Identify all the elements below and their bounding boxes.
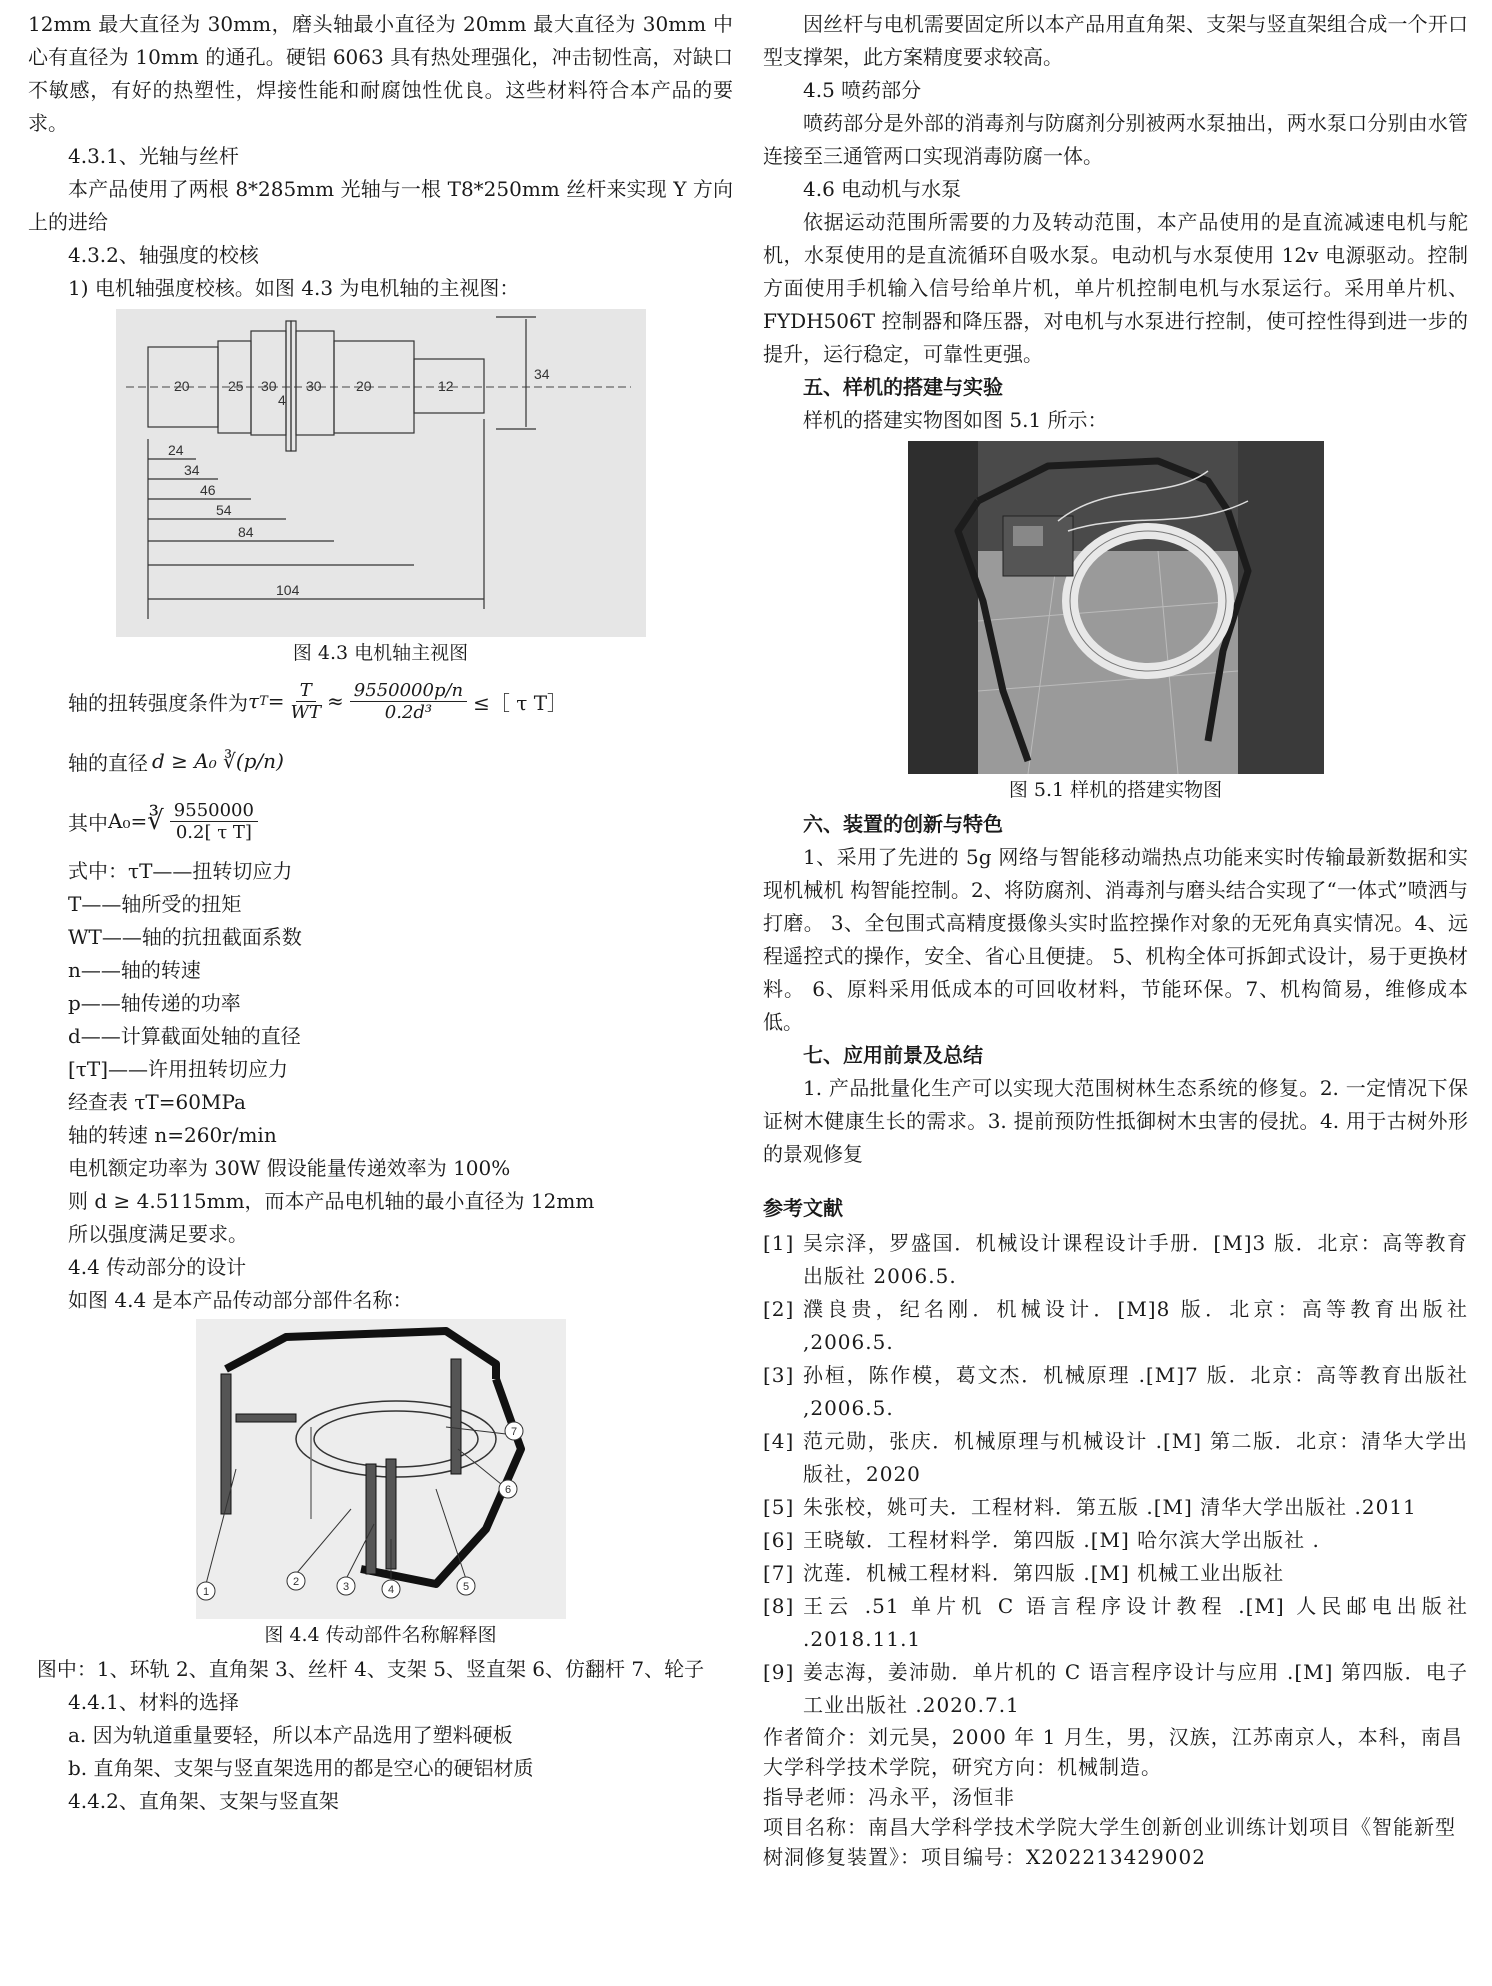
formula-3-den: 0.2[ τ T]	[175, 821, 252, 843]
reference-text: 王云 .51 单片机 C 语言程序设计教程 .[M] 人民邮电出版社 .2018.11.1	[803, 1594, 1468, 1651]
section-4-3-2-heading: 4.3.2、轴强度的校核	[68, 243, 259, 267]
formula-1-frac1	[291, 680, 322, 723]
reference-item	[763, 1227, 1468, 1293]
def-line: 经查表 τT=60MPa	[68, 1090, 246, 1114]
reference-number: [4]	[763, 1429, 795, 1453]
torsion-formula	[28, 671, 733, 731]
formula-1-le: ≤［ τ T］	[473, 690, 568, 715]
dim-length-1: 24	[167, 442, 184, 458]
part-label-1: 1	[202, 1586, 209, 1598]
formula-1-frac2	[350, 680, 467, 723]
section-4-6-heading: 4.6 电动机与水泵	[803, 177, 962, 201]
reference-text: 范元勋，张庆．机械原理与机械设计 .[M] 第二版．北京：清华大学出版社，2020	[803, 1429, 1468, 1486]
formula-3-frac	[170, 800, 258, 843]
reference-number: [8]	[763, 1594, 795, 1618]
intro-paragraph: 12mm 最大直径为 30mm，磨头轴最小直径为 20mm 最大直径为 30mm 中心有直径为 10mm 的通孔。硬铝 6063 具有热处理强化，冲击韧性高，对缺口不敏感，有好的热塑性，焊接性能和耐腐蚀性优良。这些材料符合本产品的要求。	[28, 12, 733, 135]
reference-number: [1]	[763, 1231, 795, 1255]
figure-4-3-caption: 图 4.3 电机轴主视图	[292, 642, 469, 664]
figure-4-4-caption: 图 4.4 传动部件名称解释图	[264, 1624, 497, 1646]
reference-list	[763, 1227, 1468, 1722]
def-line: 电机额定功率为 30W 假设能量传递效率为 100%	[68, 1156, 511, 1180]
section-7-heading: 七、应用前景及总结	[803, 1043, 983, 1067]
advisor-line: 指导老师：冯永平，汤恒非	[763, 1785, 1015, 1809]
formula-3-label: 其中	[68, 810, 108, 835]
def-line: 式中：τT——扭转切应力	[68, 859, 293, 883]
figure-4-4-legend: 图中：1、环轨 2、直角架 3、丝杆 4、支架 5、竖直架 6、仿翻杆 7、轮子	[36, 1657, 705, 1681]
dim-diameter-1: 20	[173, 378, 190, 394]
section-4-4-text: 如图 4.4 是本产品传动部分部件名称：	[68, 1288, 413, 1312]
reference-number: [5]	[763, 1495, 795, 1519]
dim-diameter-5: 20	[355, 378, 372, 394]
right-column	[763, 8, 1468, 1872]
cube-root-icon: ∛	[147, 806, 164, 836]
dim-length-6: 104	[275, 582, 299, 598]
dim-height: 34	[533, 366, 550, 382]
section-6-heading: 六、装置的创新与特色	[803, 812, 1003, 836]
section-4-5-text: 喷药部分是外部的消毒剂与防腐剂分别被两水泵抽出，两水泵口分别由水管连接至三通管两口实现消毒防腐一体。	[763, 111, 1468, 168]
reference-item	[763, 1590, 1468, 1656]
reference-number: [9]	[763, 1660, 795, 1684]
reference-item	[763, 1557, 1468, 1590]
section-4-4-1-heading: 4.4.1、材料的选择	[68, 1690, 239, 1714]
section-5-text: 样机的搭建实物图如图 5.1 所示：	[803, 408, 1108, 432]
reference-number: [3]	[763, 1363, 795, 1387]
dim-diameter-4: 30	[305, 378, 322, 394]
left-column	[28, 8, 733, 1818]
formula-1-tau: τ	[248, 689, 260, 713]
def-line: p——轴传递的功率	[68, 991, 241, 1015]
formula-2-expr: d ≥ A₀ ∛(p/n)	[152, 749, 284, 773]
def-line: T——轴所受的扭矩	[68, 892, 242, 916]
section-6-text: 1、采用了先进的 5g 网络与智能移动端热点功能来实时传输最新数据和实现机械机 构智能控制。2、将防腐剂、消毒剂与磨头结合实现了“一体式”喷洒与打磨。 3、全包围式高精度摄像头实时监控操作对象的无死角真实情况。4、远程遥控式的操作，安全、省心且便捷。 5、机构全体可拆卸式设计，易于更换材料。 6、原料采用低成本的可回收材料，节能环保。7、机构简易，维修成本低。	[763, 845, 1468, 1034]
frame-paragraph: 因丝杆与电机需要固定所以本产品用直角架、支架与竖直架组合成一个开口型支撑架，此方案精度要求较高。	[763, 12, 1468, 69]
formula-1-sub: T	[259, 693, 268, 709]
formula-2-label: 轴的直径	[68, 750, 148, 775]
dim-diameter-6: 12	[437, 378, 454, 394]
author-bio: 作者简介：刘元昊，2000 年 1 月生，男，汉族，江苏南京人，本科，南昌大学科学技术学院，研究方向：机械制造。	[763, 1725, 1463, 1779]
reference-text: 濮良贵，纪名刚．机械设计．[M]8 版．北京：高等教育出版社 ,2006.5.	[803, 1297, 1468, 1354]
formula-1-num1: T	[296, 680, 316, 702]
reference-text: 孙桓，陈作模，葛文杰．机械原理 .[M]7 版．北京：高等教育出版社 ,2006.5.	[803, 1363, 1468, 1420]
section-5-heading: 五、样机的搭建与实验	[803, 375, 1003, 399]
dim-diameter-3: 30	[260, 378, 277, 394]
figure-5-1-prototype-photo	[908, 441, 1324, 774]
dim-length-4: 54	[215, 502, 232, 518]
def-line: 所以强度满足要求。	[68, 1222, 248, 1246]
section-4-4-1-item-a: a. 因为轨道重量要轻，所以本产品选用了塑料硬板	[68, 1723, 513, 1747]
a0-formula	[28, 791, 733, 851]
section-4-3-2-text: 1) 电机轴强度校核。如图 4.3 为电机轴的主视图：	[68, 276, 520, 300]
part-label-6: 6	[504, 1484, 511, 1496]
dim-length-5: 84	[237, 524, 254, 540]
figure-4-3-shaft-drawing	[116, 309, 646, 637]
formula-1-label: 轴的扭转强度条件为	[68, 690, 248, 715]
def-line: WT——轴的抗扭截面系数	[68, 925, 302, 949]
dim-length-3: 46	[199, 482, 216, 498]
reference-text: 吴宗泽，罗盛国．机械设计课程设计手册．[M]3 版．北京：高等教育出版社 2006.5.	[803, 1231, 1468, 1288]
dim-diameter-2: 25	[227, 378, 244, 394]
figure-5-1-caption: 图 5.1 样机的搭建实物图	[1008, 779, 1223, 801]
def-line: 则 d ≥ 4.5115mm，而本产品电机轴的最小直径为 12mm	[68, 1189, 595, 1213]
formula-3-num: 9550000	[170, 800, 258, 822]
formula-3-expr: A₀=	[108, 809, 148, 833]
part-label-5: 5	[462, 1581, 469, 1593]
def-line: n——轴的转速	[68, 958, 201, 982]
section-4-3-1-heading: 4.3.1、光轴与丝杆	[68, 144, 239, 168]
dim-length-2: 34	[183, 462, 200, 478]
formula-1-num2: 9550000p/n	[350, 680, 467, 702]
symbol-definitions	[28, 855, 733, 1251]
reference-number: [7]	[763, 1561, 795, 1585]
reference-text: 朱张校，姚可夫．工程材料．第五版 .[M] 清华大学出版社 .2011	[803, 1495, 1417, 1519]
section-7-text: 1. 产品批量化生产可以实现大范围树林生态系统的修复。2. 一定情况下保证树木健康生长的需求。3. 提前预防性抵御树木虫害的侵扰。4. 用于古树外形的景观修复	[763, 1076, 1468, 1166]
formula-1-den2: 0.2d³	[384, 701, 433, 723]
section-4-4-2-heading: 4.4.2、直角架、支架与竖直架	[68, 1789, 339, 1813]
part-label-7: 7	[510, 1426, 517, 1438]
references-heading: 参考文献	[763, 1196, 843, 1220]
def-line: 轴的转速 n=260r/min	[68, 1123, 277, 1147]
reference-number: [2]	[763, 1297, 795, 1321]
part-label-3: 3	[342, 1581, 349, 1593]
reference-item	[763, 1656, 1468, 1722]
project-line: 项目名称：南昌大学科学技术学院大学生创新创业训练计划项目《智能新型树洞修复装置》：项目编号：X202213429002	[763, 1815, 1456, 1869]
section-4-6-text: 依据运动范围所需要的力及转动范围，本产品使用的是直流减速电机与舵机，水泵使用的是直流循环自吸水泵。电动机与水泵使用 12v 电源驱动。控制方面使用手机输入信号给单片机，单片机控制电机与水泵运行。采用单片机、FYDH506T 控制器和降压器，对电机与水泵进行控制，使可控性得到进一步的提升，运行稳定，可靠性更强。	[763, 210, 1468, 366]
def-line: [τT]——许用扭转切应力	[68, 1057, 289, 1081]
formula-1-approx: ≈	[327, 689, 344, 713]
part-label-2: 2	[292, 1576, 299, 1588]
reference-text: 沈莲．机械工程材料．第四版 .[M] 机械工业出版社	[803, 1561, 1285, 1585]
section-4-3-1-text: 本产品使用了两根 8*285mm 光轴与一根 T8*250mm 丝杆来实现 Y 方向上的进给	[28, 177, 733, 234]
reference-number: [6]	[763, 1528, 795, 1552]
def-line: d——计算截面处轴的直径	[68, 1024, 301, 1048]
dim-step: 4	[277, 392, 286, 408]
section-4-4-1-item-b: b. 直角架、支架与竖直架选用的都是空心的硬铝材质	[68, 1756, 534, 1780]
reference-item	[763, 1359, 1468, 1425]
reference-item	[763, 1425, 1468, 1491]
formula-1-eq: =	[267, 689, 285, 713]
reference-item	[763, 1524, 1468, 1557]
figure-4-4-transmission-drawing	[196, 1319, 566, 1619]
reference-item	[763, 1293, 1468, 1359]
formula-1-den1: WT	[290, 701, 322, 723]
reference-text: 王晓敏．工程材料学．第四版 .[M] 哈尔滨大学出版社 .	[803, 1528, 1320, 1552]
reference-text: 姜志海，姜沛勋．单片机的 C 语言程序设计与应用 .[M] 第四版．电子工业出版社 .2020.7.1	[803, 1660, 1468, 1717]
reference-item	[763, 1491, 1468, 1524]
part-label-4: 4	[387, 1584, 394, 1596]
diameter-formula	[28, 731, 733, 791]
section-4-5-heading: 4.5 喷药部分	[803, 78, 922, 102]
section-4-4-heading: 4.4 传动部分的设计	[68, 1255, 247, 1279]
